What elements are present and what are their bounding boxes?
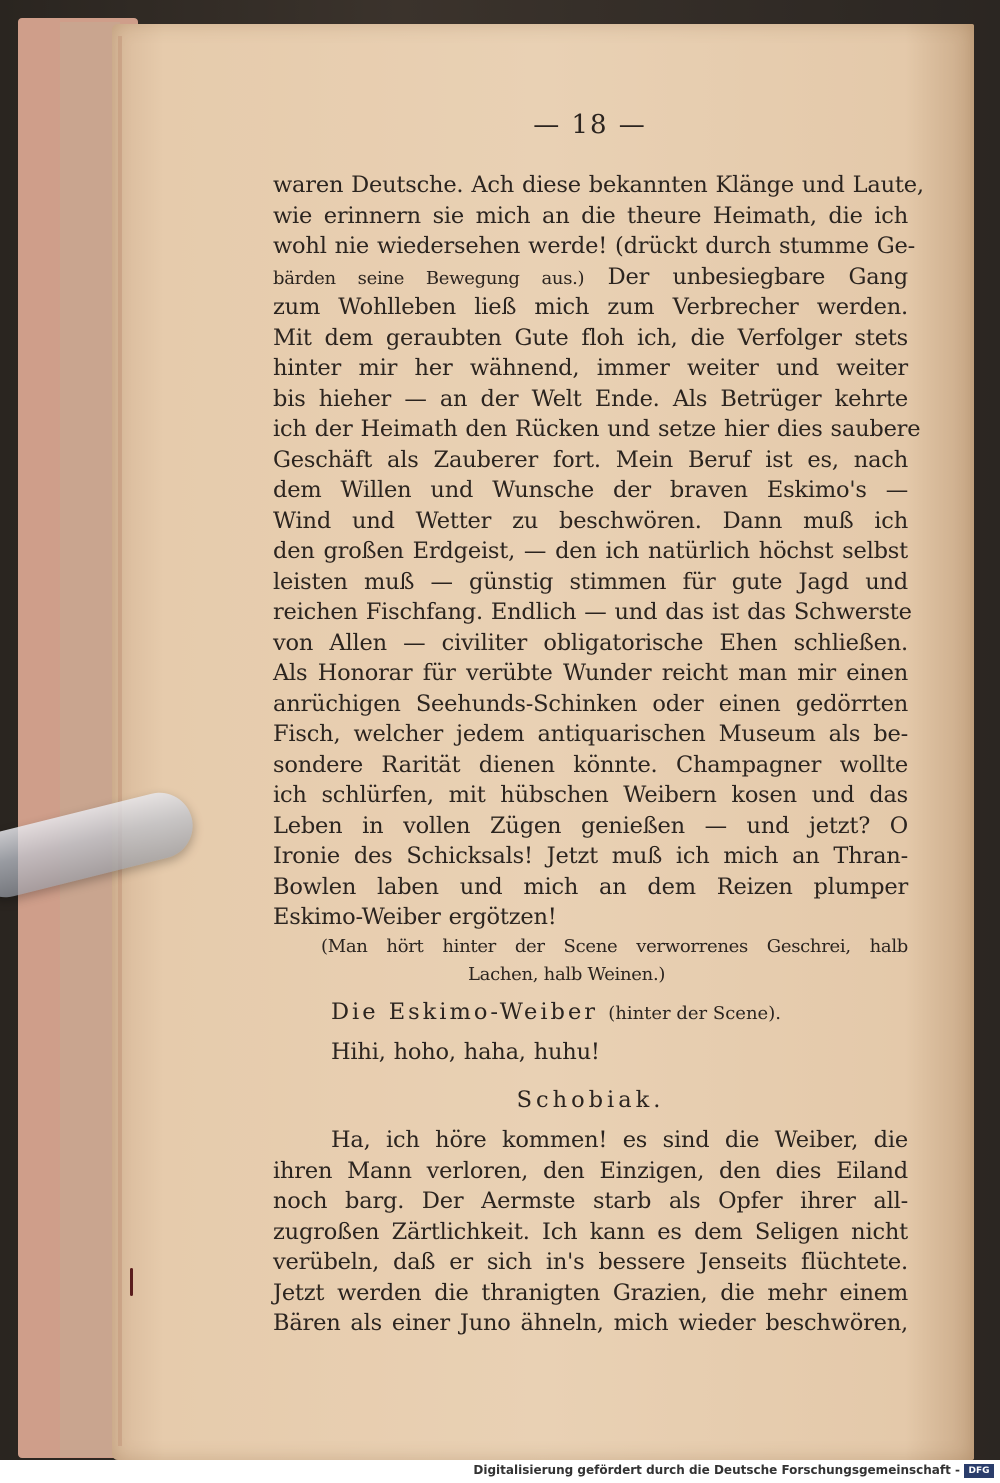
text-line: bis hieher — an der Welt Ende. Als Betrüger kehrte (273, 385, 908, 412)
speech-line: zugroßen Zärtlichkeit. Ich kann es dem Seligen nicht (273, 1218, 908, 1245)
text-line: Geschäft als Zauberer fort. Mein Beruf ist es, nach (273, 446, 908, 473)
text-line: wohl nie wiedersehen werde! (drückt durch stumme Ge- (273, 233, 916, 259)
text-line: Als Honorar für verübte Wunder reicht man mir einen (273, 660, 908, 686)
speech-line: Bären als einer Juno ähneln, mich wieder beschwören, (273, 1310, 908, 1336)
page-fold (118, 36, 122, 1446)
text-line: wie erinnern sie mich an die theure Heimath, die ich (273, 202, 908, 229)
speech-line: Jetzt werden die thranigten Grazien, die mehr einem (273, 1279, 908, 1306)
speech-line: Hihi, hoho, haha, huhu! (331, 1038, 600, 1065)
text-line: leisten muß — günstig stimmen für gute Jagd und (273, 568, 908, 595)
text-line: Ironie des Schicksals! Jetzt muß ich mich an Thran- (273, 843, 908, 869)
text-line: Mit dem geraubten Gute floh ich, die Verfolger stets (273, 324, 908, 351)
text-line: waren Deutsche. Ach diese bekannten Klänge und Laute, (273, 172, 924, 198)
page-text (273, 170, 924, 1339)
speech-line: ihren Mann verloren, den Einzigen, den dies Eiland (273, 1157, 908, 1184)
speech-line: Ha, ich höre kommen! es sind die Weiber, die (331, 1127, 908, 1153)
text-line: Eskimo-Weiber ergötzen! (273, 904, 557, 930)
underlying-page-edge (60, 22, 120, 1457)
text-line: Bowlen laben und mich an dem Reizen plumper (273, 873, 908, 900)
speaker-name: Schobiak. (516, 1087, 665, 1113)
stage-direction: bärden seine Bewegung aus.) (273, 267, 585, 289)
speaker-line (273, 997, 908, 1027)
text-line-mixed (273, 262, 908, 293)
speaker-name: Die Eskimo-Weiber (331, 998, 599, 1025)
speech-line: verübeln, daß er sich in's bessere Jenseits flüchtete. (273, 1249, 908, 1275)
text-line: von Allen — civiliter obligatorische Ehen schließen. (273, 629, 908, 656)
text-line: ich der Heimath den Rücken und setze hier dies saubere (273, 416, 921, 442)
page-number: — 18 — (533, 110, 647, 140)
text-line: ich schlürfen, mit hübschen Weibern kosen und das (273, 782, 908, 808)
text-line: hinter mir her wähnend, immer weiter und weiter (273, 355, 908, 381)
text-fragment: Der unbesiegbare Gang (607, 263, 908, 290)
text-line: Fisch, welcher jedem antiquarischen Museum als be- (273, 721, 908, 747)
ink-mark (130, 1268, 133, 1296)
footer-credit: Digitalisierung gefördert durch die Deutsche Forschungsgemeinschaft - (473, 1463, 960, 1477)
stage-direction: Lachen, halb Weinen.) (468, 963, 666, 985)
stage-direction: (Man hört hinter der Scene verworrenes Geschrei, halb (321, 935, 908, 957)
footer-bar (0, 1460, 1000, 1483)
text-line: zum Wohlleben ließ mich zum Verbrecher werden. (273, 294, 908, 320)
text-line: anrüchigen Seehunds-Schinken oder einen gedörrten (273, 690, 908, 717)
text-line: reichen Fischfang. Endlich — und das ist das Schwerste (273, 599, 912, 625)
speech-line: noch barg. Der Aermste starb als Opfer ihrer all- (273, 1188, 908, 1214)
text-line: den großen Erdgeist, — den ich natürlich höchst selbst (273, 538, 908, 564)
text-line: dem Willen und Wunsche der braven Eskimo's — (273, 477, 908, 503)
text-line: sondere Rarität dienen könnte. Champagner wollte (273, 751, 908, 778)
dfg-logo: DFG (964, 1464, 994, 1478)
text-line: Wind und Wetter zu beschwören. Dann muß ich (273, 507, 908, 534)
speaker-note: (hinter der Scene). (608, 1002, 781, 1024)
text-line: Leben in vollen Zügen genießen — und jetzt? O (273, 812, 908, 839)
